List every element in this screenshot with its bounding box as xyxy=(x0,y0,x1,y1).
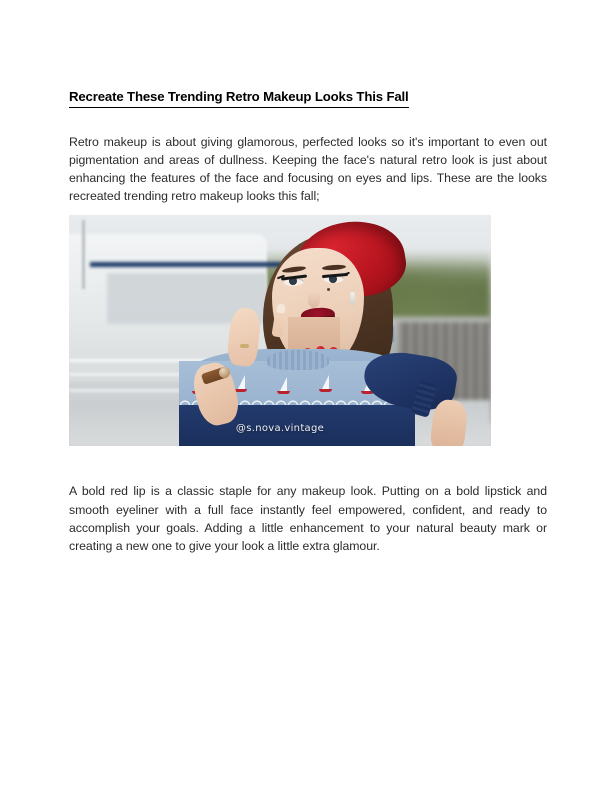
document-content xyxy=(69,88,547,555)
sailboat-hull xyxy=(319,389,332,393)
sailboat-motif xyxy=(322,375,329,389)
wristwatch-face xyxy=(219,367,230,378)
article-figure xyxy=(69,215,491,446)
body-paragraph-2: A bold red lip is a classic staple for any makeup look. Putting on a bold lipstick and smooth eyeliner with a full face instantly feel empowered, confident, and ready to accomplish your goals. Adding a little enhancement to your natural beauty mark or creating a new one to give your look a little extra glamour. xyxy=(69,484,547,553)
sailboat-hull xyxy=(277,391,290,395)
earring xyxy=(350,292,355,305)
sailboat-motif xyxy=(238,375,245,389)
sailboat-motif xyxy=(280,377,287,391)
body-paragraph-1: Retro makeup is about giving glamorous, perfected looks so it's important to even out pigmentation and areas of dullness. Keeping the face's natural retro look is just about enhancing the features of the face and focusing on eyes and lips. These are the looks recreated trending retro makeup looks this fall; xyxy=(69,134,547,204)
retro-makeup-photo xyxy=(69,215,491,446)
sweater-collar xyxy=(267,350,329,370)
photo-watermark: @s.nova.vintage xyxy=(235,423,325,435)
sailboat-hull xyxy=(234,389,247,393)
title-container xyxy=(69,88,547,120)
page-title: Recreate These Trending Retro Makeup Looks This Fall xyxy=(69,89,409,108)
nose xyxy=(308,292,320,308)
ring xyxy=(240,344,249,348)
photo-subject xyxy=(69,215,491,446)
